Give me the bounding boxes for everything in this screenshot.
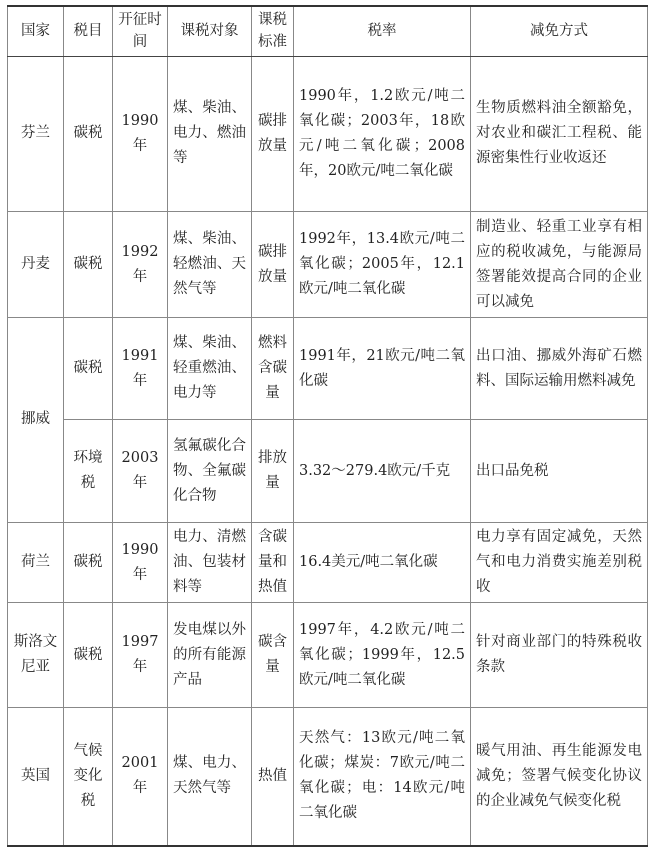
tax-rate-cell: 1992年，13.4欧元/吨二氧化碳；2005年，12.1欧元/吨二氧化碳	[294, 212, 471, 318]
tax-item-cell: 碳税	[64, 603, 113, 708]
header-country: 国家	[8, 6, 64, 56]
tax-object-cell: 煤、柴油、轻重燃油、电力等	[168, 317, 252, 420]
table-row	[8, 212, 648, 318]
relief-method-cell: 制造业、轻重工业享有相应的税收减免，与能源局签署能效提高合同的企业可以减免	[471, 212, 648, 318]
tax-item-cell: 气候变化税	[64, 707, 113, 846]
tax-object-cell: 煤、柴油、轻燃油、天然气等	[168, 212, 252, 318]
start-time-cell: 2001年	[113, 707, 168, 846]
country-cell: 挪威	[8, 317, 64, 522]
start-time-cell: 1990年	[113, 56, 168, 212]
relief-method-cell: 生物质燃料油全额豁免，对农业和碳汇工程税、能源密集性行业收返还	[471, 56, 648, 212]
table-header-row	[8, 6, 648, 56]
tax-rate-cell: 天然气：13欧元/吨二氧化碳；煤炭：7欧元/吨二氧化碳；电：14欧元/吨二氧化碳	[294, 707, 471, 846]
start-time-cell: 1997年	[113, 603, 168, 708]
country-cell: 英国	[8, 707, 64, 846]
tax-standard-cell: 碳排放量	[252, 212, 294, 318]
country-cell: 荷兰	[8, 522, 64, 602]
header-start-time: 开征时间	[113, 6, 168, 56]
start-time-cell: 1991年	[113, 317, 168, 420]
carbon-tax-table	[7, 5, 648, 847]
tax-standard-cell: 碳排放量	[252, 56, 294, 212]
start-time-cell: 2003年	[113, 420, 168, 523]
country-cell: 丹麦	[8, 212, 64, 318]
tax-rate-cell: 1990年，1.2欧元/吨二氧化碳；2003年，18欧元/吨二氧化碳；2008年，20欧元/吨二氧化碳	[294, 56, 471, 212]
table-row	[8, 522, 648, 602]
table-row	[8, 317, 648, 420]
tax-standard-cell: 燃料含碳量	[252, 317, 294, 420]
tax-rate-cell: 3.32～279.4欧元/千克	[294, 420, 471, 523]
header-tax-object: 课税对象	[168, 6, 252, 56]
relief-method-cell: 针对商业部门的特殊税收条款	[471, 603, 648, 708]
tax-rate-cell: 1991年，21欧元/吨二氧化碳	[294, 317, 471, 420]
tax-rate-cell: 1997年，4.2欧元/吨二氧化碳；1999年，12.5欧元/吨二氧化碳	[294, 603, 471, 708]
tax-standard-cell: 热值	[252, 707, 294, 846]
tax-item-cell: 碳税	[64, 56, 113, 212]
tax-object-cell: 氢氟碳化合物、全氟碳化合物	[168, 420, 252, 523]
header-tax-standard: 课税标准	[252, 6, 294, 56]
tax-standard-cell: 排放量	[252, 420, 294, 523]
header-tax-item: 税目	[64, 6, 113, 56]
header-relief-method: 减免方式	[471, 6, 648, 56]
relief-method-cell: 电力享有固定减免，天然气和电力消费实施差别税收	[471, 522, 648, 602]
country-cell: 芬兰	[8, 56, 64, 212]
tax-object-cell: 煤、电力、天然气等	[168, 707, 252, 846]
country-cell: 斯洛文尼亚	[8, 603, 64, 708]
header-tax-rate: 税率	[294, 6, 471, 56]
relief-method-cell: 出口油、挪威外海矿石燃料、国际运输用燃料减免	[471, 317, 648, 420]
tax-standard-cell: 含碳量和热值	[252, 522, 294, 602]
tax-item-cell: 碳税	[64, 212, 113, 318]
table-row	[8, 56, 648, 212]
start-time-cell: 1992年	[113, 212, 168, 318]
relief-method-cell: 出口品免税	[471, 420, 648, 523]
tax-rate-cell: 16.4美元/吨二氧化碳	[294, 522, 471, 602]
table-row	[8, 707, 648, 846]
tax-object-cell: 煤、柴油、电力、燃油等	[168, 56, 252, 212]
start-time-cell: 1990年	[113, 522, 168, 602]
tax-object-cell: 发电煤以外的所有能源产品	[168, 603, 252, 708]
tax-item-cell: 碳税	[64, 522, 113, 602]
table-row	[8, 420, 648, 523]
tax-object-cell: 电力、清燃油、包装材料等	[168, 522, 252, 602]
table-row	[8, 603, 648, 708]
tax-standard-cell: 碳含量	[252, 603, 294, 708]
relief-method-cell: 暖气用油、再生能源发电减免；签署气候变化协议的企业减免气候变化税	[471, 707, 648, 846]
tax-item-cell: 碳税	[64, 317, 113, 420]
tax-item-cell: 环境税	[64, 420, 113, 523]
